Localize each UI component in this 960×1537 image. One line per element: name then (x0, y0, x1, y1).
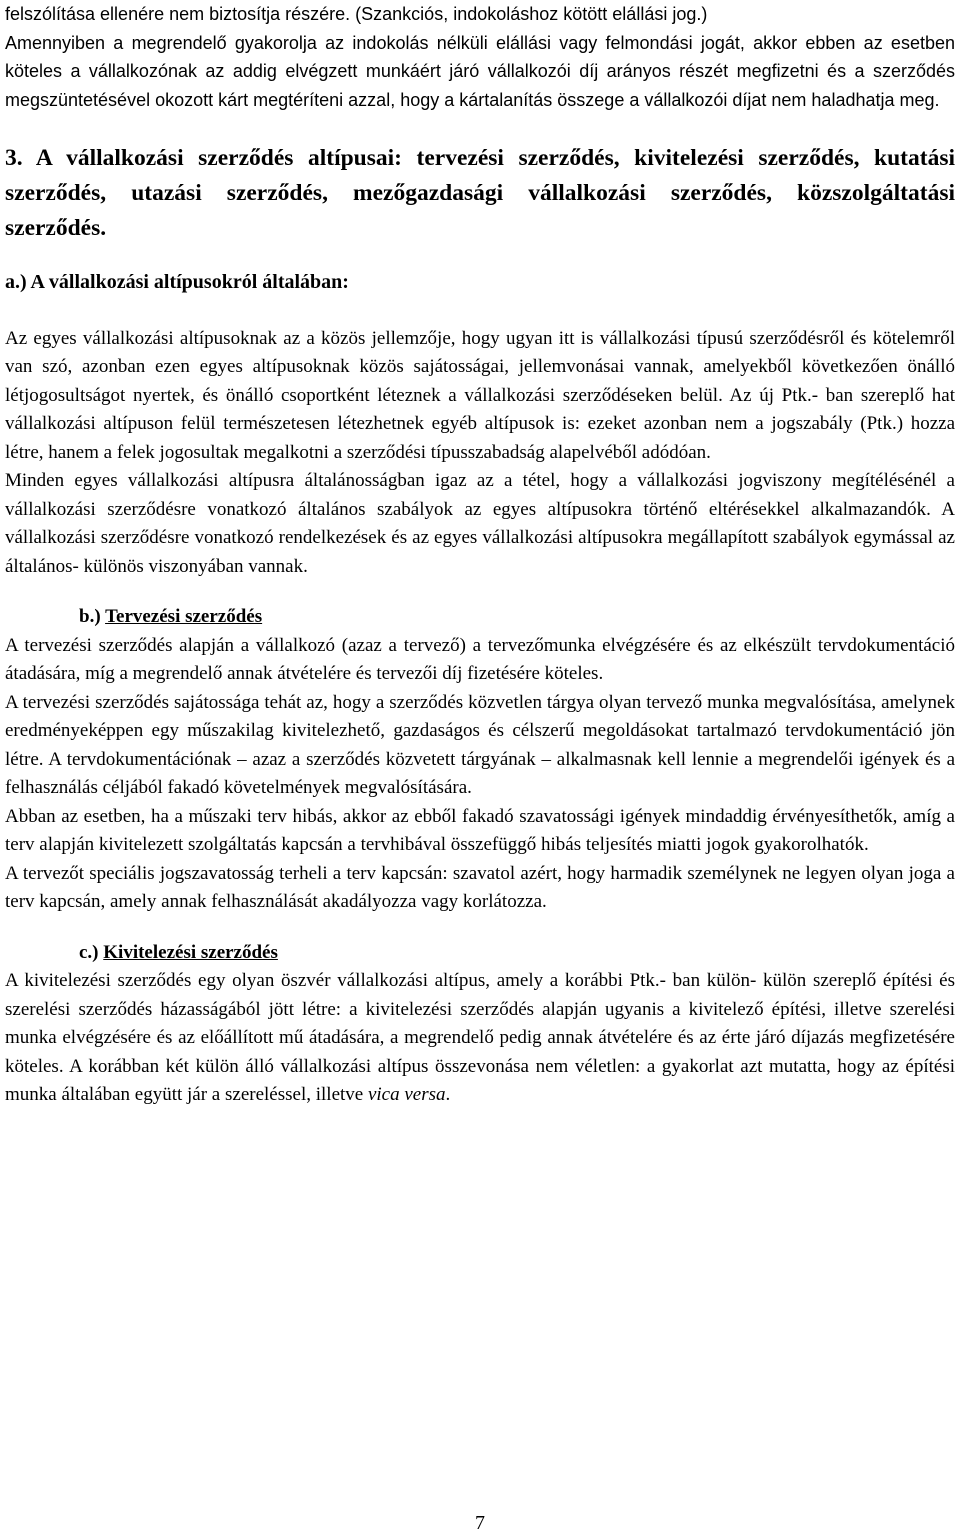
section-c-label: c.) (79, 941, 99, 963)
page-number: 7 (475, 1512, 485, 1534)
section-c-end: . (445, 1084, 451, 1105)
section-c-italic: vica versa (367, 1084, 446, 1105)
section-c-text: A kivitelezési szerződés egy olyan öszvér vállalkozási altípus, amely a korábbi Ptk.- ban külön- külön szereplő építési és szerelési szerződés házasságából jött létre: a kivitelezési szerződés alapján ugyanis a kivitelező építési, illetve szerelési munka elvégzésére és az előállított mű átadására, a megrendelő pedig annak átvételére és az érte járó díjazás megfizetésére köteles. A korábban két külön álló vállalkozási altípus összevonása nem véletlen: a gyakorlat azt mutatta, hogy az építési munka általában együtt jár a szereléssel, illetve (5, 970, 955, 1105)
section-c-paragraph-1 (5, 967, 955, 1110)
section-3-heading: 3. A vállalkozási szerződés altípusai: tervezési szerződés, kivitelezési szerződés, kutatási szerződés, utazási szerződés, mezőgazdasági vállalkozási szerződés, közszolgáltatási szerződés. (5, 145, 955, 241)
section-c-title: Kivitelezési szerződés (103, 941, 278, 963)
section-b-paragraph-1: A tervezési szerződés alapján a vállalkozó (azaz a tervező) a tervezőmunka elvégzésére és az elkészült tervdokumentáció átadására, míg a megrendelő annak átvételére és tervezői díj fizetésére köteles. (5, 634, 955, 684)
spacer (5, 297, 955, 325)
section-c-heading (79, 939, 955, 968)
intro-paragraph: Amennyiben a megrendelő gyakorolja az indokolás nélküli elállási vagy felmondási jogát, akkor ebben az esetben köteles a vállalkozónak az addig elvégzett munkáért járó vállalkozói díj arányos részét megfizetni és a szerződés megszüntetésével okozott kárt megtéríteni azzal, hogy a kártalanítás összege a vállalkozói díjat nem haladhatja meg. (5, 32, 955, 110)
section-a-paragraph-1: Az egyes vállalkozási altípusoknak az a közös jellemzője, hogy ugyan itt is vállalkozási típusú szerződésről és kötelemről van szó, azonban ezen egyes altípusoknak közös sajátosságai, jellemvonásai vannak, amelyekből következően önálló létjogosultságot nyertek, és önálló csoportként léteznek a vállalkozási szerződéseken belül. Az új Ptk.- ban szereplő hat vállalkozási altípuson felül természetesen létezhetnek egyéb altípusok is: ezeket azonban nem a jogszabály (Ptk.) hozza létre, hanem a felek jogosultak megalkotni a szerződési típusszabadság alapelvéből adódóan. (5, 327, 955, 463)
section-b-paragraph-4: A tervezőt speciális jogszavatosság terheli a terv kapcsán: szavatol azért, hogy harmadik személynek ne legyen olyan joga a terv kapcsán, amely annak felhasználását akadályozza vagy korlátozza. (5, 862, 955, 912)
document-page (5, 0, 955, 1110)
intro-continuation (5, 0, 955, 29)
section-b-paragraph-2: A tervezési szerződés sajátossága tehát az, hogy a szerződés közvetlen tárgya olyan tervező munka megvalósítása, amelynek eredményeképpen egy műszakilag kivitelezhető, gazdaságos és célszerű megoldásokat tartalmazó tervdokumentáció jön létre. A tervdokumentációnak – azaz a szerződés közvetett tárgyának – alkalmasnak kell lennie a megrendelői igények és a felhasználás céljából fakadó követelmények megvalósítására. (5, 691, 955, 798)
section-b-label: b.) (79, 606, 101, 627)
section-a-heading: a.) A vállalkozási altípusokról általában: (5, 271, 349, 293)
section-b-title: Tervezési szerződés (105, 606, 263, 627)
intro-line-1: felszólítása ellenére nem biztosítja részére. (Szankciós, indokoláshoz kötött elállási jog.) (5, 4, 708, 24)
section-b-paragraph-3: Abban az esetben, ha a műszaki terv hibás, akkor az ebből fakadó szavatossági igények mindaddig érvényesíthetők, amíg a terv alapján kivitelezett szolgáltatás kapcsán a tervhibával összefüggő hibás teljesítés miatti jogok gyakorolhatók. (5, 805, 955, 855)
section-a-paragraph-2: Minden egyes vállalkozási altípusra általánosságban igaz az a tétel, hogy a vállalkozási jogviszony megítélésénél a vállalkozási szerződésre vonatkozó általános szabályok az egyes altípusokra történő eltérésekkel alkalmazandók. A vállalkozási szerződésre vonatkozó rendelkezések és az egyes vállalkozási altípusokra megállapított szabályok egymással az általános- különös viszonyában vannak. (5, 470, 955, 577)
section-b-heading (79, 603, 955, 632)
